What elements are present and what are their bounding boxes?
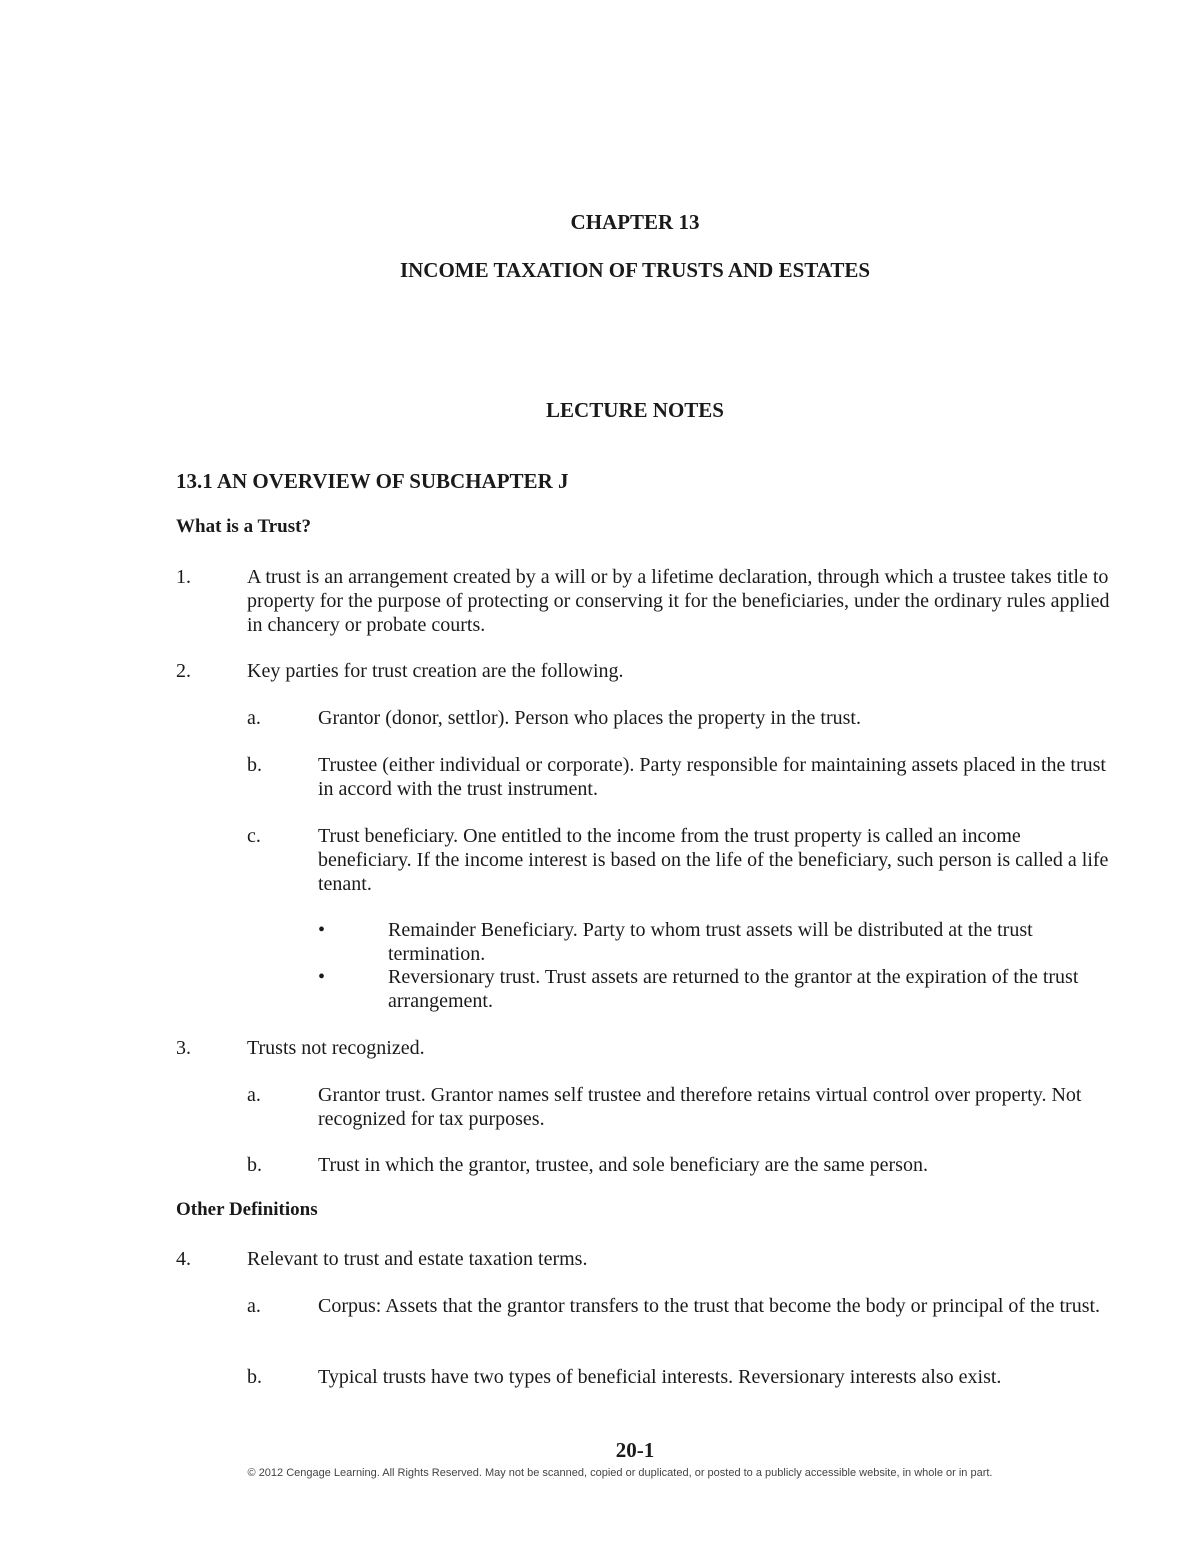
bullet-text: Remainder Beneficiary. Party to whom trust assets will be distributed at the trust termination. <box>388 919 1033 965</box>
section-heading: 13.1 AN OVERVIEW OF SUBCHAPTER J <box>176 469 569 493</box>
bullet-text: Reversionary trust. Trust assets are returned to the grantor at the expiration of the trust arrangement. <box>388 966 1079 1012</box>
item-text: Typical trusts have two types of beneficial interests. Reversionary interests also exist. <box>318 1366 1002 1388</box>
page-number: 20-1 <box>615 1438 655 1462</box>
item-text: Trust beneficiary. One entitled to the income from the trust property is called an income beneficiary. If the income interest is based on the life of the beneficiary, such person is called a life tenant. <box>318 825 1109 895</box>
item-text: Relevant to trust and estate taxation terms. <box>247 1248 588 1270</box>
subheading-what-is-trust: What is a Trust? <box>176 516 311 537</box>
item-letter: c. <box>247 825 261 847</box>
item-number: 1. <box>176 566 191 588</box>
item-letter: b. <box>247 1154 262 1176</box>
item-letter: b. <box>247 1366 262 1388</box>
item-letter: b. <box>247 754 262 776</box>
chapter-title: CHAPTER 13 <box>570 210 700 234</box>
subheading-other-definitions: Other Definitions <box>176 1199 318 1220</box>
item-text: Grantor trust. Grantor names self trustee and therefore retains virtual control over property. Not recognized for tax purposes. <box>318 1084 1082 1130</box>
item-text: Grantor (donor, settlor). Person who places the property in the trust. <box>318 707 861 729</box>
item-number: 2. <box>176 660 191 682</box>
bullet-icon: • <box>318 919 326 941</box>
item-number: 3. <box>176 1037 191 1059</box>
chapter-subtitle: INCOME TAXATION OF TRUSTS AND ESTATES <box>399 258 871 282</box>
lecture-notes-heading: LECTURE NOTES <box>546 398 724 422</box>
item-text: Trustee (either individual or corporate). Party responsible for maintaining assets placed in the trust in accord with the trust instrument. <box>318 754 1106 800</box>
item-text: Trusts not recognized. <box>247 1037 425 1059</box>
item-letter: a. <box>247 1084 261 1106</box>
bullet-icon: • <box>318 966 326 988</box>
item-letter: a. <box>247 707 261 729</box>
item-number: 4. <box>176 1248 191 1270</box>
item-text: Key parties for trust creation are the following. <box>247 660 624 682</box>
copyright-notice: © 2012 Cengage Learning. All Rights Reserved. May not be scanned, copied or duplicated, or posted to a publicly accessible website, in whole or in part. <box>247 1467 993 1479</box>
item-text: A trust is an arrangement created by a will or by a lifetime declaration, through which a trustee takes title to property for the purpose of protecting or conserving it for the beneficiaries, under the ordinary rules applied in chancery or probate courts. <box>247 566 1110 636</box>
item-text: Corpus: Assets that the grantor transfers to the trust that become the body or principal of the trust. <box>318 1295 1101 1317</box>
item-letter: a. <box>247 1295 261 1317</box>
item-text: Trust in which the grantor, trustee, and sole beneficiary are the same person. <box>318 1154 928 1176</box>
